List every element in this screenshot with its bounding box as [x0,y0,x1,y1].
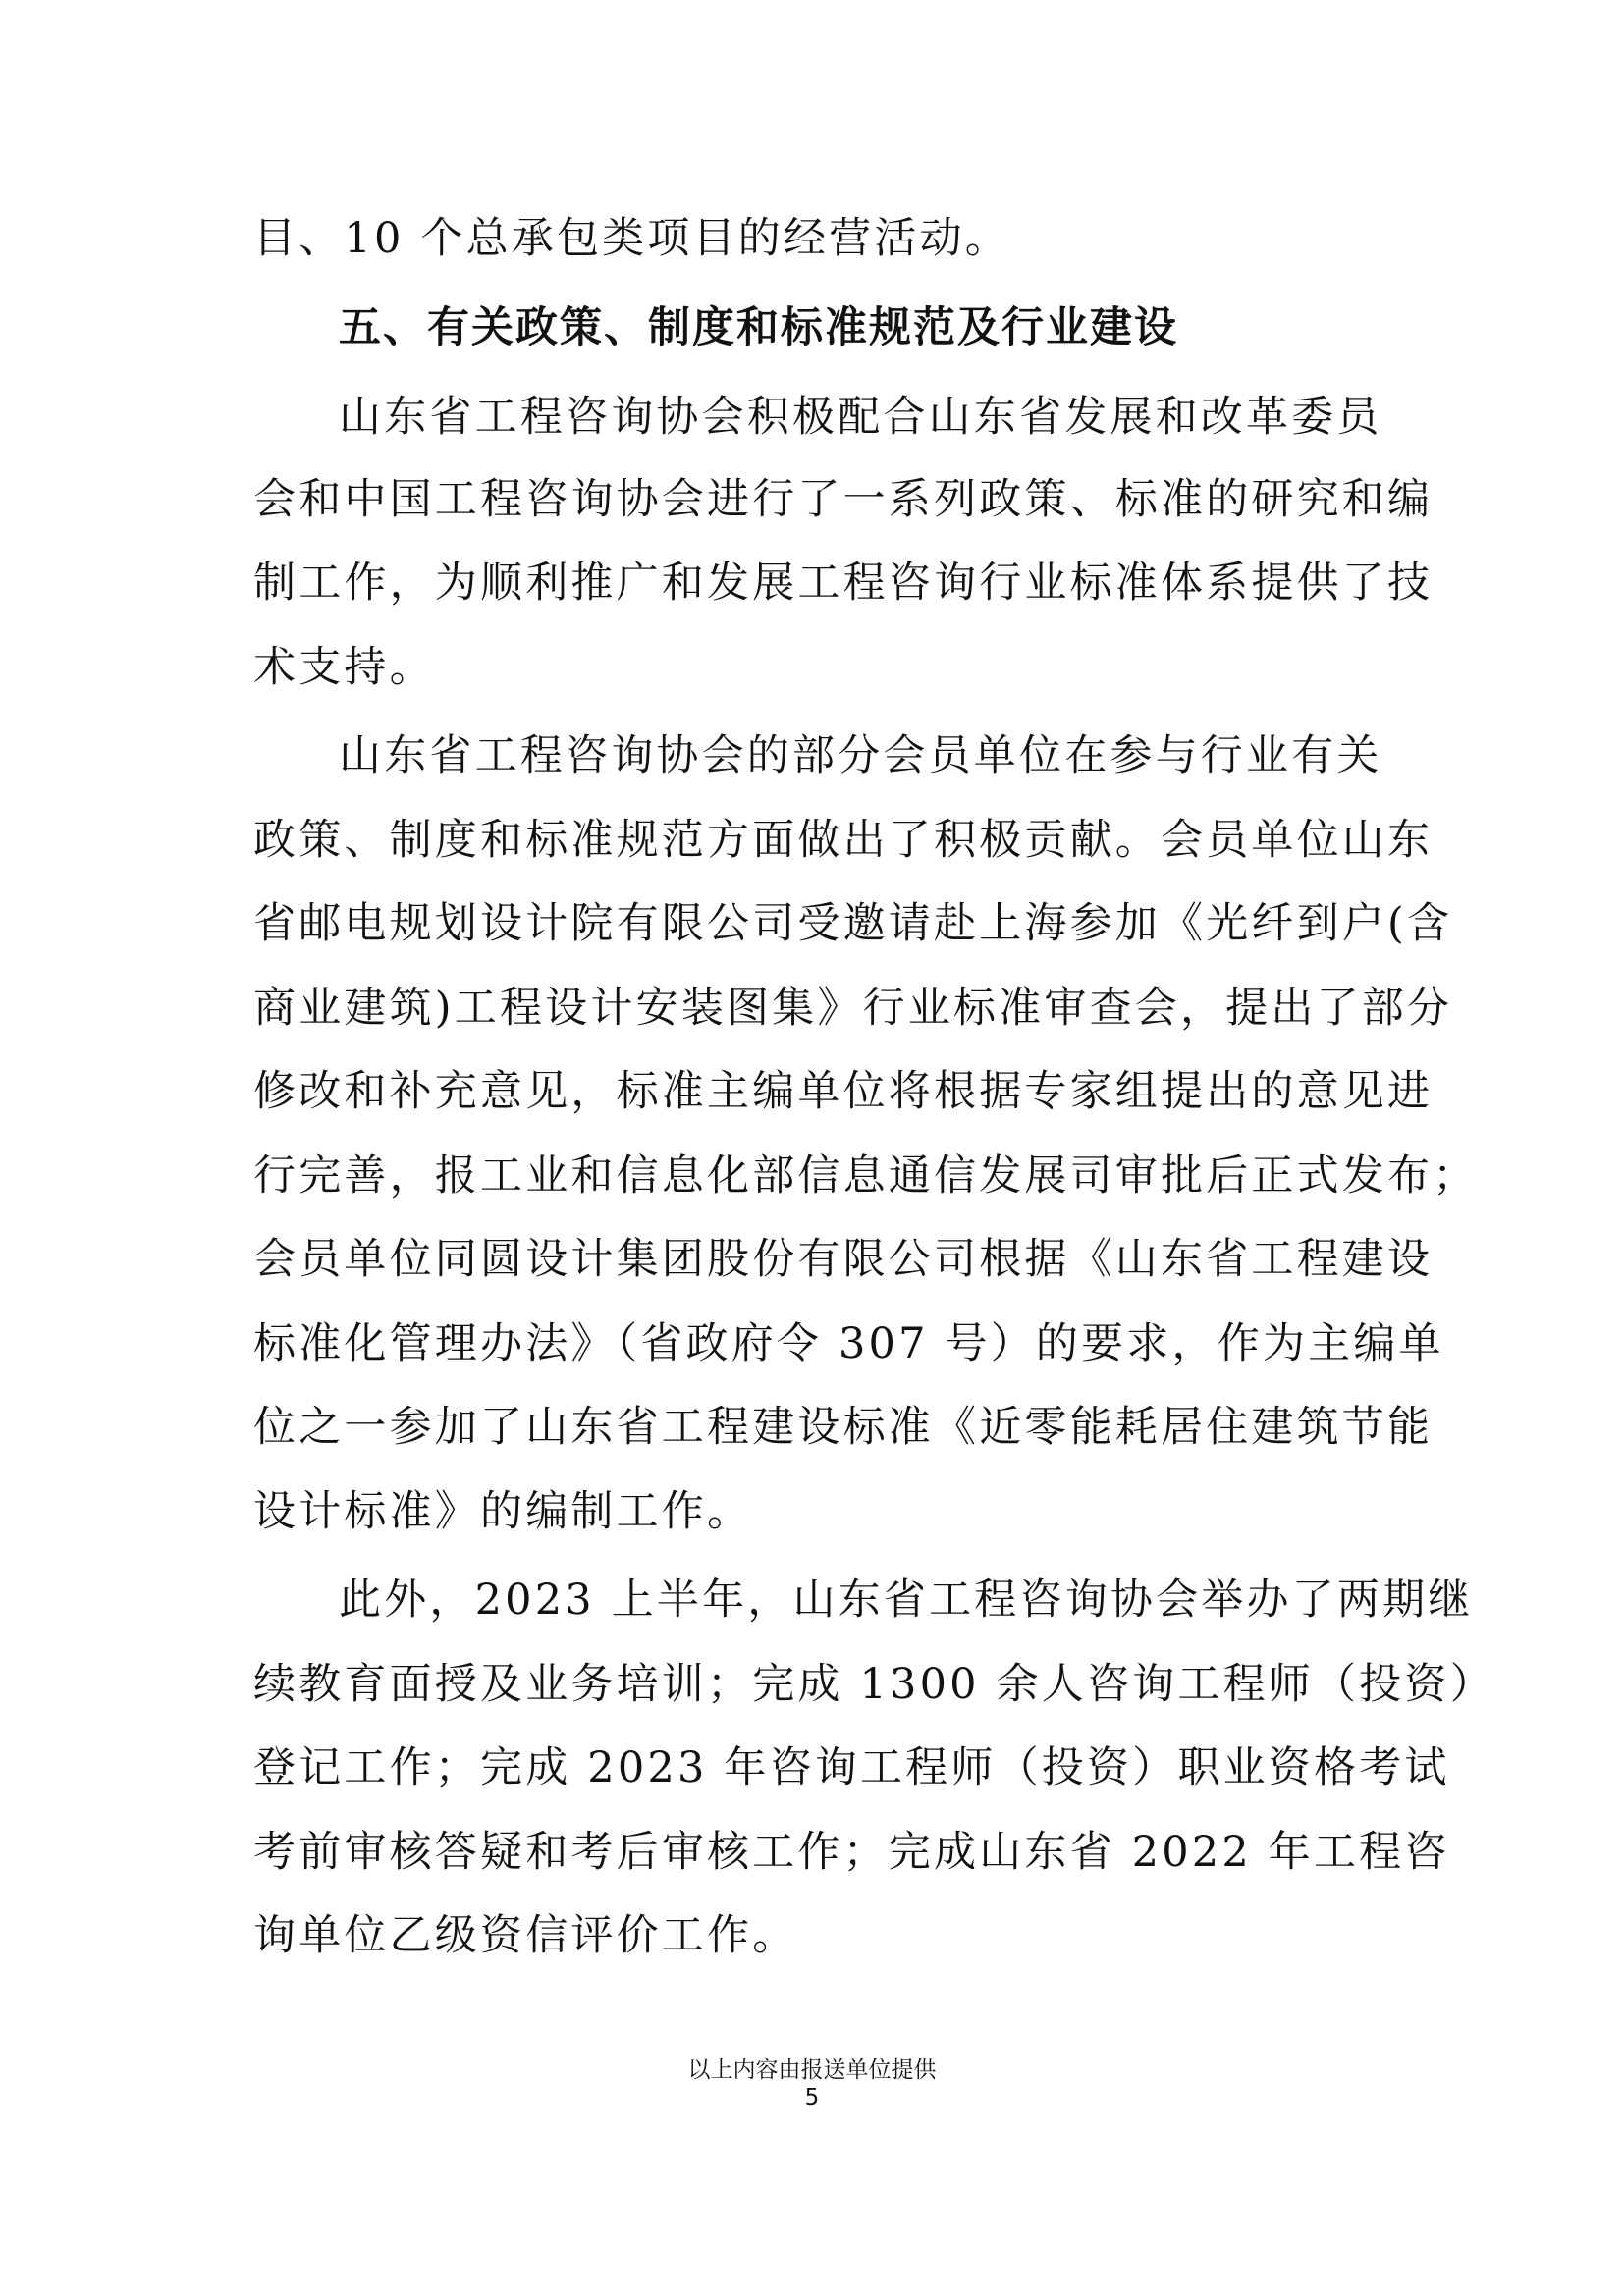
text-line: 政策、制度和标准规范方面做出了积极贡献。会员单位山东 [253,816,1434,865]
text-line: 考前审核答疑和考后审核工作；完成山东省 2022 年工程咨 [253,1828,1450,1877]
text-line: 登记工作；完成 2023 年咨询工程师（投资）职业资格考试 [253,1743,1450,1792]
text-line: 商业建筑)工程设计安装图集》行业标准审查会，提出了部分 [253,984,1453,1033]
text-line: 目、10 个总承包类项目的经营活动。 [253,214,1010,263]
text-line: 标准化管理办法》（省政府令 307 号）的要求，作为主编单 [253,1319,1444,1368]
text-line: 位之一参加了山东省工程建设标准《近零能耗居住建筑节能 [253,1403,1434,1452]
text-line: 续教育面授及业务培训；完成 1300 余人咨询工程师（投资） [253,1660,1495,1709]
text-line: 修改和补充意见，标准主编单位将根据专家组提出的意见进 [253,1067,1434,1116]
text-line: 行完善，报工业和信息化部信息通信发展司审批后正式发布； [253,1151,1479,1201]
text-line: 术支持。 [253,643,435,692]
text-line: 会和中国工程咨询协会进行了一系列政策、标准的研究和编 [253,475,1434,524]
text-line: 设计标准》的编制工作。 [253,1487,753,1536]
page-number: 5 [804,2085,820,2110]
text-line: 省邮电规划设计院有限公司受邀请赴上海参加《光纤到户(含 [253,899,1453,948]
text-line: 制工作，为顺利推广和发展工程咨询行业标准体系提供了技 [253,559,1434,608]
text-line: 会员单位同圆设计集团股份有限公司根据《山东省工程建设 [253,1235,1434,1284]
text-line: 山东省工程咨询协会积极配合山东省发展和改革委员 [339,393,1382,442]
text-line: 此外，2023 上半年，山东省工程咨询协会举办了两期继 [339,1575,1474,1625]
section-heading: 五、有关政策、制度和标准规范及行业建设 [339,303,1178,352]
text-line: 询单位乙级资信评价工作。 [253,1911,798,1960]
text-line: 山东省工程咨询协会的部分会员单位在参与行业有关 [339,731,1382,780]
footer-note: 以上内容由报送单位提供 [687,2057,937,2083]
